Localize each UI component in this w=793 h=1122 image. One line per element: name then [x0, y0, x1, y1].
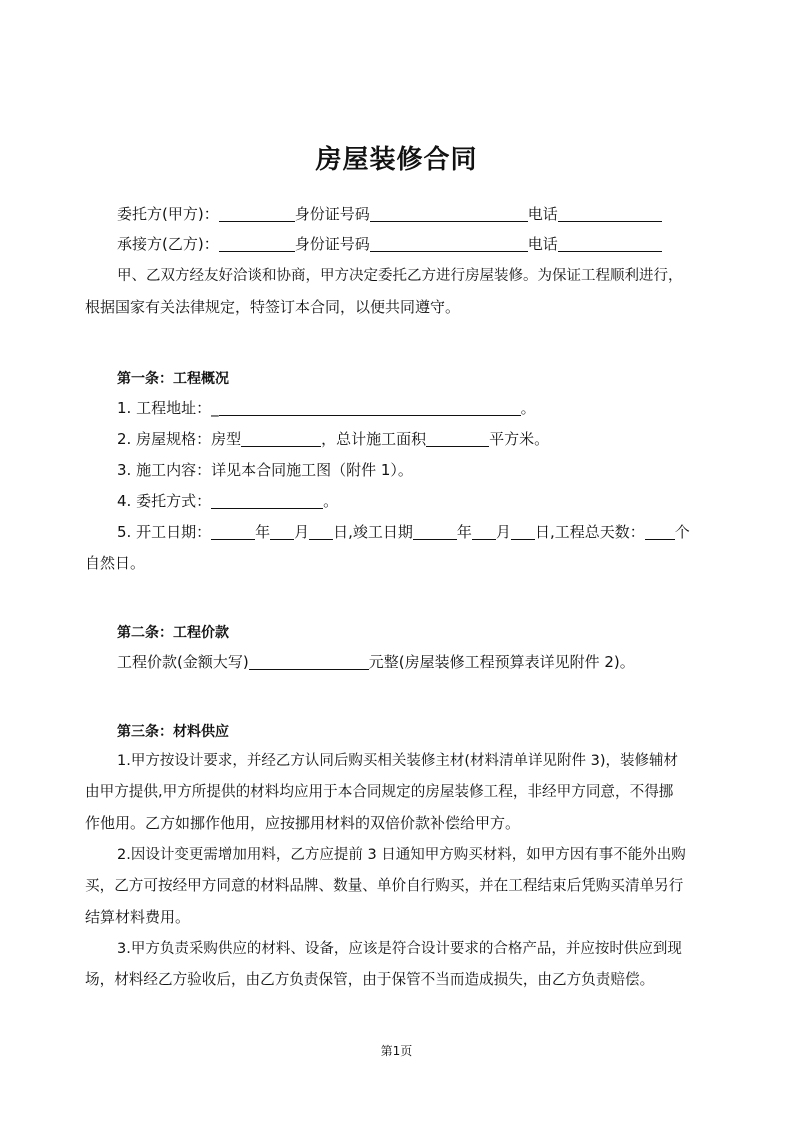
price-end: 元整(房屋装修工程预算表详见附件 2)。 [368, 653, 635, 671]
start-date-label: 5. 开工日期： [117, 523, 212, 541]
intro-line-2: 根据国家有关法律规定，特签订本合同，以便共同遵守。 [85, 298, 461, 316]
party-a-id-blank [370, 206, 528, 222]
month-text: 月 [495, 523, 511, 541]
article-3-p3-line1: 3.甲方负责采购供应的材料、设备，应该是符合设计要求的合格产品，并应按时供应到现 [117, 941, 682, 957]
page-number: 第1页 [380, 1044, 413, 1058]
article-2-text [117, 652, 635, 672]
party-b-phone-label: 电话 [527, 235, 558, 253]
start-month-blank [270, 524, 294, 540]
end-month-blank [472, 524, 496, 540]
delegation-label: 4. 委托方式： [117, 492, 212, 510]
address-end: 。 [520, 399, 536, 417]
party-a-id-label: 身份证号码 [294, 205, 370, 223]
article-3-heading: 第三条：材料供应 [117, 724, 229, 740]
month-text: 月 [294, 523, 310, 541]
end-year-blank [413, 524, 457, 540]
total-days-blank [645, 524, 675, 540]
address-label: 1. 工程地址：_ [117, 399, 219, 417]
party-a-name-blank [219, 206, 295, 222]
year-text: 年 [456, 523, 472, 541]
party-b-phone-blank [558, 236, 662, 252]
article-3-p2-line3: 结算材料费用。 [85, 908, 191, 926]
article-1-item-1 [117, 398, 536, 418]
party-b-id-label: 身份证号码 [294, 235, 370, 253]
article-1-item-3: 3. 施工内容：详见本合同施工图（附件 1）。 [117, 461, 413, 479]
start-day-blank [309, 524, 333, 540]
article-3-p3-line2: 场，材料经乙方验收后，由乙方负责保管，由于保管不当而造成损失，由乙方负责赔偿。 [85, 971, 655, 988]
area-blank [426, 431, 489, 447]
article-1-heading: 第一条：工程概况 [117, 371, 229, 387]
party-a-label: 委托方(甲方)： [117, 205, 219, 223]
total-days-label: 日,工程总天数： [534, 523, 645, 541]
party-a-line [117, 204, 662, 224]
end-date-label: 日,竣工日期 [333, 523, 413, 541]
start-year-blank [211, 524, 255, 540]
article-2-heading: 第二条：工程价款 [117, 625, 229, 641]
price-label: 工程价款(金额大写) [117, 653, 249, 671]
days-unit: 个 [674, 523, 690, 541]
end-day-blank [511, 524, 535, 540]
article-3-p2-line2: 买，乙方可按经甲方同意的材料品牌、数量、单价自行购买，并在工程结束后凭购买清单另行 [85, 877, 684, 894]
article-3-p1-line1: 1.甲方按设计要求，并经乙方认同后购买相关装修主材(材料清单详见附件 3)，装修辅材 [117, 753, 678, 769]
delegation-end: 。 [323, 492, 339, 510]
spec-label: 2. 房屋规格：房型 [117, 430, 242, 448]
article-3-p1-line2: 由甲方提供,甲方所提供的材料均应用于本合同规定的房屋装修工程，非经甲方同意，不得挪 [85, 783, 674, 800]
document-title: 房屋装修合同 [315, 145, 478, 175]
party-b-name-blank [219, 236, 295, 252]
area-label: ，总计施工面积 [321, 430, 427, 448]
party-b-line [117, 234, 662, 254]
party-b-id-blank [370, 236, 528, 252]
year-text: 年 [255, 523, 271, 541]
article-1-item-2 [117, 429, 549, 449]
party-a-phone-label: 电话 [527, 205, 558, 223]
article-3-p2-line1: 2.因设计变更需增加用料，乙方应提前 3 日通知甲方购买材料，如甲方因有事不能外出购 [117, 847, 686, 863]
article-1-item-4 [117, 491, 338, 511]
article-1-item-5-cont: 自然日。 [85, 554, 146, 572]
area-unit: 平方米。 [489, 430, 550, 448]
address-blank [219, 400, 521, 416]
price-blank [249, 654, 369, 670]
party-a-phone-blank [558, 206, 662, 222]
party-b-label: 承接方(乙方)： [117, 235, 219, 253]
article-1-item-5 [117, 522, 690, 542]
delegation-blank [211, 493, 323, 509]
intro-line-1: 甲、乙双方经友好洽谈和协商，甲方决定委托乙方进行房屋装修。为保证工程顺利进行， [117, 268, 683, 284]
article-3-p1-line3: 作他用。乙方如挪作他用，应按挪用材料的双倍价款补偿给甲方。 [85, 814, 521, 832]
room-type-blank [241, 431, 321, 447]
